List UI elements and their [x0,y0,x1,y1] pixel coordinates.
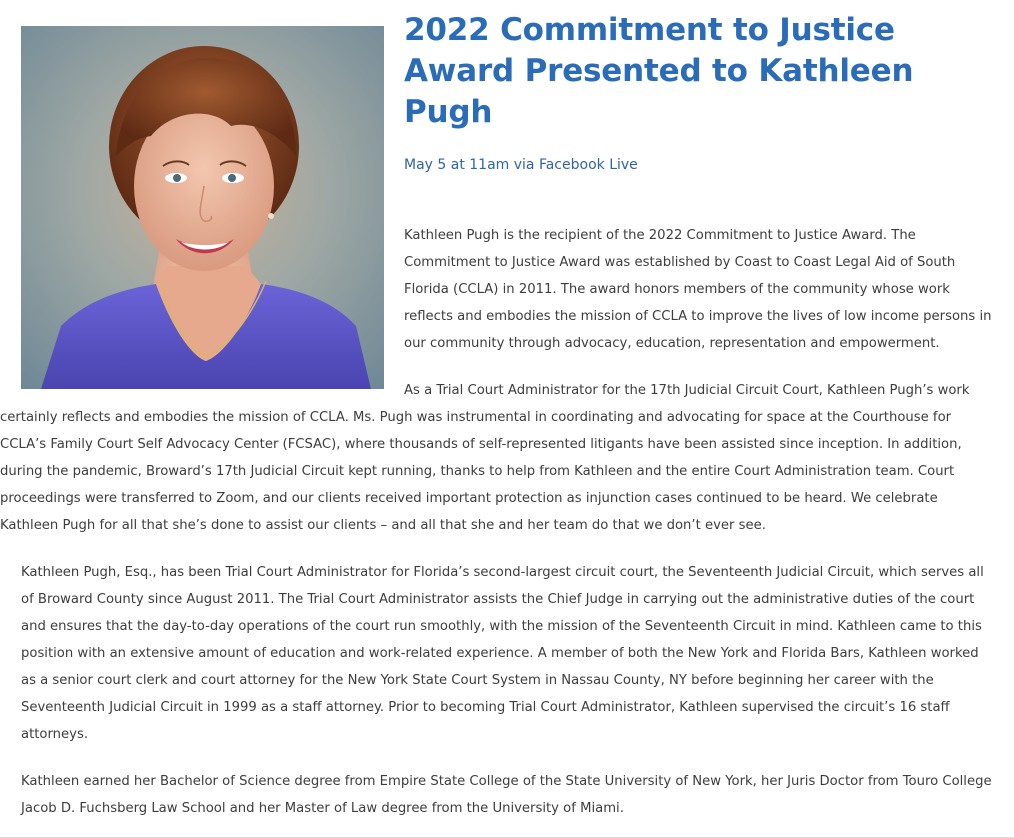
paragraph-court-work: As a Trial Court Administrator for the 17th Judicial Circuit Court, Kathleen Pugh’s work certainly reflects and embodies the mission of CCLA. Ms. Pugh was instrumental in coordinating and advocating for space at the Courthouse for CCLA’s Family Court Self Advocacy Center (FCSAC), where thousands of self-represented litigants have been assisted since inception. In addition, during the pandemic, Broward’s 17th Judicial Circuit kept running, thanks to help from Kathleen and the entire Court Administration team. Court proceedings were transferred to Zoom, and our clients received important protection as injunction cases continued to be heard. We celebrate Kathleen Pugh for all that she’s done to assist our clients – and all that she and her team do that we don’t ever see. [0,383,970,533]
article-page [0,10,1014,838]
paragraph-award-intro: Kathleen Pugh is the recipient of the 2022 Commitment to Justice Award. The Commitment to Justice Award was established by Coast to Coast Legal Aid of South Florida (CCLA) in 2011. The award honors members of the community whose work reflects and embodies the mission of CCLA to improve the lives of low income persons in our community through advocacy, education, representation and empowerment. [404,228,992,351]
event-details: May 5 at 11am via Facebook Live [404,157,638,173]
portrait-photo [21,26,384,389]
article-title: 2022 Commitment to Justice Award Presented to Kathleen Pugh [404,12,914,130]
paragraph-education: Kathleen earned her Bachelor of Science degree from Empire State College of the State University of New York, her Juris Doctor from Touro College Jacob D. Fuchsberg Law School and her Master of Law degree from the University of Miami. [21,774,992,816]
paragraph-biography: Kathleen Pugh, Esq., has been Trial Court Administrator for Florida’s second-largest circuit court, the Seventeenth Judicial Circuit, which serves all of Broward County since August 2011. The Trial Court Administrator assists the Chief Judge in carrying out the administrative duties of the court and ensures that the day-to-day operations of the court run smoothly, with the mission of the Seventeenth Circuit in mind. Kathleen came to this position with an extensive amount of education and work-related experience. A member of both the New York and Florida Bars, Kathleen worked as a senior court clerk and court attorney for the New York State Court System in Nassau County, NY before beginning her career with the Seventeenth Judicial Circuit in 1999 as a staff attorney. Prior to becoming Trial Court Administrator, Kathleen supervised the circuit’s 16 staff attorneys. [21,565,984,742]
article-lower-content [0,559,1014,822]
portrait-image [21,26,384,389]
